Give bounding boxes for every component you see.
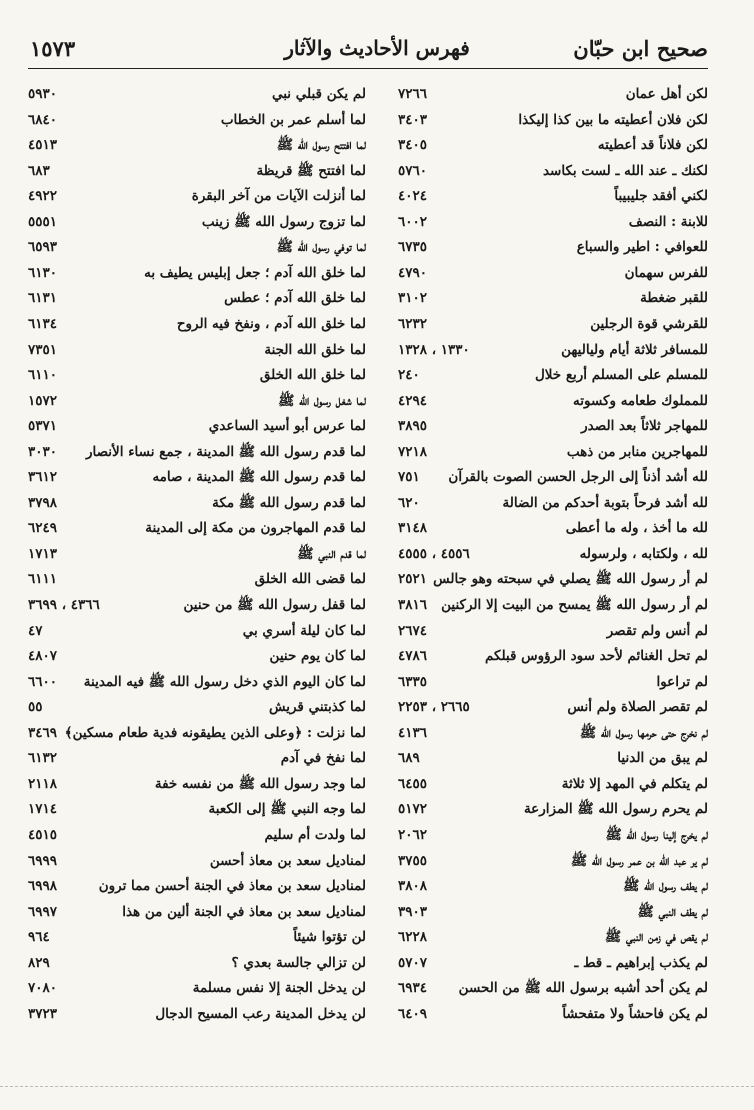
- index-entry: [28, 621, 366, 647]
- entry-ref: ٦٨٤٠: [28, 111, 58, 128]
- entry-ref: ٦٨٣: [28, 162, 50, 179]
- entry-text: لما قدم المهاجرون من مكة إلى المدينة: [145, 520, 366, 537]
- entry-text: لكنك ـ عند الله ـ لست بكاسد: [542, 162, 708, 179]
- section-title: فهرس الأحاديث والآثار: [284, 36, 470, 60]
- index-entry: [28, 697, 366, 723]
- entry-ref: ٨٢٩: [28, 954, 50, 971]
- index-entry: [378, 518, 708, 544]
- index-entry: [28, 84, 366, 110]
- entry-ref: ٦٥٩٣: [28, 239, 58, 256]
- index-entry: [378, 646, 708, 672]
- index-entry: [378, 391, 708, 417]
- index-entry: [28, 467, 366, 493]
- entry-ref: ٤٣٦٦ ، ٣٦٩٩: [28, 597, 100, 613]
- entry-text: لما عرس أبو أسيد الساعدي: [208, 418, 366, 435]
- entry-text: للابنة : النصف: [628, 213, 708, 230]
- index-entry: [378, 978, 708, 1004]
- entry-ref: ٥٩٣٠: [28, 86, 58, 102]
- entry-text: لما أسلم عمر بن الخطاب: [220, 111, 366, 128]
- entry-ref: ٦٤٥٥: [398, 775, 428, 792]
- entry-ref: ١٣٣٠ ، ١٣٢٨: [398, 341, 470, 358]
- entry-ref: ٦٤٠٩: [398, 1005, 428, 1022]
- index-entry: [378, 416, 708, 442]
- entry-ref: ٣٦١٢: [28, 469, 58, 486]
- index-entry: [28, 110, 366, 136]
- entry-ref: ٤٩٢٢: [28, 188, 58, 205]
- entry-text: للمسلم على المسلم أربع خلال: [534, 367, 708, 384]
- entry-ref: ٢٦٧٤: [398, 622, 428, 639]
- entry-ref: ٤٠٢٤: [398, 188, 428, 205]
- entry-ref: ٢٤٠: [398, 367, 420, 384]
- entry-text: لم نخرج حتى حرمها رسول الله ﷺ: [579, 724, 708, 741]
- index-entry: [28, 953, 366, 979]
- entry-text: لم ير عبد الله بن عمر رسول الله ﷺ: [570, 852, 708, 869]
- index-entry: [28, 876, 366, 902]
- entry-text: لن يدخل الجنة إلا نفس مسلمة: [192, 980, 366, 997]
- entry-text: لم يقص في زمن النبي ﷺ: [604, 929, 708, 946]
- entry-ref: ٣٠٣٠: [28, 443, 58, 460]
- entry-ref: ٦٩٩٨: [28, 878, 58, 895]
- entry-text: لم يكذب إبراهيم ـ قط ـ: [574, 954, 708, 971]
- entry-text: لما شغل رسول الله ﷺ: [278, 392, 366, 409]
- index-entry: [28, 774, 366, 800]
- page-number: ١٥٧٣: [30, 36, 76, 61]
- entry-text: لما قدم النبي ﷺ: [297, 545, 366, 562]
- index-entry: [378, 697, 708, 723]
- entry-ref: ٣٧٥٥: [398, 852, 428, 869]
- entry-text: للمهاجر ثلاثاً بعد الصدر: [581, 418, 708, 435]
- index-entry: [28, 186, 366, 212]
- index-entry: [28, 851, 366, 877]
- entry-ref: ٣١٠٢: [398, 290, 428, 307]
- entry-text: لما تزوج رسول الله ﷺ زينب: [201, 213, 366, 230]
- entry-ref: ١٧١٤: [28, 801, 58, 818]
- index-entry: [28, 288, 366, 314]
- index-entry: [378, 723, 708, 749]
- index-entry: [28, 365, 366, 391]
- entry-ref: ٣٨١٦: [398, 597, 428, 613]
- entry-ref: ٤٥١٣: [28, 137, 58, 154]
- index-entry: [28, 748, 366, 774]
- index-entry: [28, 263, 366, 289]
- entry-text: للمملوك طعامه وكسوته: [573, 392, 708, 409]
- entry-ref: ٤٨٠٧: [28, 648, 58, 665]
- entry-ref: ٦١٣٠: [28, 264, 58, 281]
- index-entry: [28, 978, 366, 1004]
- index-entry: [378, 314, 708, 340]
- index-entry: [378, 365, 708, 391]
- entry-text: لم يطف النبي ﷺ: [637, 903, 708, 920]
- index-entry: [28, 902, 366, 928]
- entry-ref: ٦١٣٢: [28, 750, 58, 767]
- index-entry: [28, 646, 366, 672]
- entry-text: لم يحرم رسول الله ﷺ المزارعة: [523, 801, 708, 818]
- entry-text: لم أنس ولم تقصر: [606, 622, 708, 639]
- index-entry: [378, 799, 708, 825]
- entry-text: لمناديل سعد بن معاذ في الجنة أحسن مما ترون: [98, 878, 366, 895]
- right-column: [378, 84, 708, 1030]
- entry-ref: ٤٧: [28, 622, 43, 639]
- index-entry: [28, 544, 366, 570]
- index-entry: [28, 416, 366, 442]
- index-entry: [28, 161, 366, 187]
- entry-text: لما نفخ في آدم: [280, 750, 366, 767]
- entry-ref: ٧٢٦٦: [398, 86, 428, 102]
- index-entry: [28, 135, 366, 161]
- entry-ref: ٦١٣١: [28, 290, 58, 307]
- entry-text: لما كان ليلة أسري بي: [242, 622, 366, 639]
- entry-text: لما وجد رسول الله ﷺ من نفسه خفة: [154, 775, 366, 792]
- index-entry: [378, 1004, 708, 1030]
- entry-ref: ٥٣٧١: [28, 418, 58, 435]
- entry-ref: ٦٠٠٢: [398, 213, 428, 230]
- index-entry: [28, 314, 366, 340]
- entry-ref: ١٧١٣: [28, 545, 58, 562]
- index-entry: [378, 442, 708, 468]
- entry-text: لله أشد أذناً إلى الرجل الحسن الصوت بالقرآن: [448, 469, 708, 486]
- index-entry: [28, 493, 366, 519]
- entry-ref: ٦٦٠٠: [28, 673, 58, 690]
- index-entry: [378, 237, 708, 263]
- index-entry: [28, 927, 366, 953]
- entry-text: لم يكن قبلي نبي: [271, 86, 366, 102]
- index-entry: [378, 493, 708, 519]
- index-entry: [378, 110, 708, 136]
- entry-text: لن تؤتوا شيئاً: [293, 929, 366, 946]
- index-entry: [28, 1004, 366, 1030]
- entry-text: لما خلق الله آدم ؛ جعل إبليس يطيف به: [144, 264, 366, 281]
- entry-text: لم يتكلم في المهد إلا ثلاثة: [561, 775, 708, 792]
- entry-text: لكن أهل عمان: [625, 86, 708, 102]
- entry-text: لمناديل سعد بن معاذ في الجنة ألين من هذا: [122, 903, 366, 920]
- entry-text: للفرس سهمان: [624, 264, 708, 281]
- entry-ref: ٦٢٠: [398, 494, 420, 511]
- entry-ref: ٦١١٠: [28, 367, 58, 384]
- entry-ref: ٧٥١: [398, 469, 420, 486]
- entry-text: لما افتتح ﷺ قريظة: [256, 162, 366, 179]
- entry-ref: ٣٧٩٨: [28, 494, 58, 511]
- index-entry: [28, 442, 366, 468]
- entry-text: لما وجه النبي ﷺ إلى الكعبة: [208, 801, 366, 818]
- entry-ref: ٢٠٦٢: [398, 826, 428, 843]
- entry-ref: ١٥٧٢: [28, 392, 58, 409]
- entry-text: لمناديل سعد بن معاذ أحسن: [209, 852, 366, 869]
- entry-text: لما توفي رسول الله ﷺ: [276, 239, 366, 256]
- left-column: [28, 84, 366, 1030]
- entry-ref: ٤٢٩٤: [398, 392, 428, 409]
- entry-text: لما قدم رسول الله ﷺ المدينة ، جمع نساء الأنصار: [85, 443, 366, 460]
- book-title: صحيح ابن حبّان: [573, 36, 708, 61]
- entry-text: لكني أفقد جليبيباً: [614, 188, 708, 205]
- index-entry: [28, 518, 366, 544]
- entry-text: للمهاجرين منابر من ذهب: [566, 443, 708, 460]
- entry-ref: ٣٤٦٩: [28, 724, 58, 741]
- index-entry: [378, 288, 708, 314]
- entry-text: لن تزالي جالسة بعدي ؟: [231, 954, 366, 971]
- entry-ref: ٦٢٣٢: [398, 315, 428, 332]
- index-entry: [378, 774, 708, 800]
- entry-text: لما قدم رسول الله ﷺ المدينة ، صامه: [152, 469, 366, 486]
- entry-text: لما قفل رسول الله ﷺ من حنين: [183, 597, 366, 613]
- index-entry: [378, 953, 708, 979]
- entry-text: لم تراعوا: [656, 673, 708, 690]
- entry-ref: ٣٧٢٣: [28, 1005, 58, 1022]
- entry-ref: ٦٢٢٨: [398, 929, 428, 946]
- footer-rule: [0, 1086, 754, 1087]
- entry-ref: ٢٦٦٥ ، ٢٢٥٣: [398, 699, 470, 716]
- index-entry: [28, 825, 366, 851]
- entry-ref: ٤٥١٥: [28, 826, 58, 843]
- entry-ref: ٥٥: [28, 699, 43, 716]
- index-entry: [28, 723, 366, 749]
- index-entry: [378, 135, 708, 161]
- index-entry: [378, 595, 708, 621]
- index-entry: [378, 825, 708, 851]
- entry-text: للقرشي قوة الرجلين: [590, 315, 708, 332]
- entry-text: لما كان يوم حنين: [269, 648, 366, 665]
- index-entry: [28, 340, 366, 366]
- index-entry: [28, 569, 366, 595]
- index-entry: [378, 186, 708, 212]
- entry-text: لما افتتح رسول الله ﷺ: [276, 137, 366, 154]
- entry-text: لم يطف رسول الله ﷺ: [623, 878, 708, 895]
- entry-ref: ٦٩٩٩: [28, 852, 58, 869]
- index-entry: [378, 467, 708, 493]
- entry-ref: ٦٣٣٥: [398, 673, 428, 690]
- entry-text: لكن فلان أعطيته ما بين كذا إليكذا: [518, 111, 708, 128]
- entry-ref: ٣٨٠٨: [398, 878, 428, 895]
- entry-ref: ٧٣٥١: [28, 341, 58, 358]
- entry-text: لم تقصر الصلاة ولم أنس: [567, 699, 708, 716]
- entry-text: لم تحل الغنائم لأحد سود الرؤوس قبلكم: [485, 648, 708, 665]
- entry-text: للقبر ضغطة: [640, 290, 708, 307]
- index-entry: [378, 569, 708, 595]
- entry-text: لما كان اليوم الذي دخل رسول الله ﷺ فيه المدينة: [83, 673, 366, 690]
- entry-ref: ٣٤٠٣: [398, 111, 428, 128]
- entry-text: لم أر رسول الله ﷺ يمسح من البيت إلا الركنين: [441, 597, 708, 613]
- entry-ref: ٥٧٦٠: [398, 162, 428, 179]
- entry-text: لكن فلاناً قد أعطيته: [597, 137, 708, 154]
- entry-text: لله ، ولكتابه ، ولرسوله: [579, 545, 708, 562]
- index-entry: [378, 672, 708, 698]
- entry-text: لم يخرج إلينا رسول الله ﷺ: [605, 826, 708, 843]
- index-entry: [378, 544, 708, 570]
- entry-text: لما خلق الله آدم ، ونفخ فيه الروح: [176, 315, 366, 332]
- index-entry: [378, 902, 708, 928]
- header-rule: [28, 68, 708, 69]
- entry-text: لم أر رسول الله ﷺ يصلي في سبحته وهو جالس: [433, 571, 708, 588]
- entry-text: لما ولدت أم سليم: [264, 826, 366, 843]
- entry-text: لله أشد فرحاً بتوبة أحدكم من الضالة: [502, 494, 708, 511]
- index-entry: [378, 621, 708, 647]
- entry-ref: ٢٥٢١: [398, 571, 428, 588]
- entry-text: لما كذبتني قريش: [269, 699, 366, 716]
- entry-text: لما أنزلت الآيات من آخر البقرة: [191, 188, 366, 205]
- entry-ref: ٩٦٤: [28, 929, 50, 946]
- entry-text: لما خلق الله آدم ؛ عطس: [224, 290, 366, 307]
- entry-text: لن يدخل المدينة رعب المسيح الدجال: [155, 1005, 366, 1022]
- entry-ref: ٦٩٩٧: [28, 903, 58, 920]
- entry-ref: ٦١١١: [28, 571, 58, 588]
- index-entry: [378, 748, 708, 774]
- entry-text: لم يكن أحد أشبه برسول الله ﷺ من الحسن: [458, 980, 708, 997]
- entry-ref: ٤٧٩٠: [398, 264, 428, 281]
- entry-ref: ٦٨٩: [398, 750, 420, 767]
- entry-ref: ٦٧٣٥: [398, 239, 428, 256]
- index-entry: [28, 391, 366, 417]
- entry-ref: ٦٩٣٤: [398, 980, 428, 997]
- index-entry: [378, 161, 708, 187]
- index-entry: [378, 876, 708, 902]
- entry-text: لما نزلت : ﴿وعلى الذين يطيقونه فدية طعام مسكين﴾: [64, 724, 366, 741]
- entry-ref: ٣٩٠٣: [398, 903, 428, 920]
- entry-ref: ٧٢١٨: [398, 443, 428, 460]
- index-entry: [378, 263, 708, 289]
- index-entry: [28, 672, 366, 698]
- entry-text: للمسافر ثلاثة أيام ولياليهن: [561, 341, 708, 358]
- index-entry: [378, 851, 708, 877]
- entry-text: لم يبق من الدنيا: [617, 750, 708, 767]
- entry-text: لم يكن فاحشاً ولا متفحشاً: [562, 1005, 708, 1022]
- entry-ref: ٢١١٨: [28, 775, 58, 792]
- entry-text: لما خلق الله الجنة: [264, 341, 366, 358]
- index-entry: [28, 212, 366, 238]
- entry-ref: ٧٠٨٠: [28, 980, 58, 997]
- index-entry: [28, 799, 366, 825]
- entry-text: لما خلق الله الخلق: [259, 367, 366, 384]
- entry-ref: ٤١٣٦: [398, 724, 428, 741]
- entry-ref: ٥٥٥١: [28, 213, 58, 230]
- entry-ref: ٤٥٥٦ ، ٤٥٥٥: [398, 545, 470, 562]
- entry-text: للعوافي : اطير والسباع: [576, 239, 708, 256]
- entry-text: لله ما أخذ ، وله ما أعطى: [565, 520, 708, 537]
- entry-ref: ٣٤٠٥: [398, 137, 428, 154]
- index-entry: [378, 340, 708, 366]
- entry-ref: ٦٢٤٩: [28, 520, 58, 537]
- entry-ref: ٥١٧٢: [398, 801, 428, 818]
- entry-ref: ٤٧٨٦: [398, 648, 428, 665]
- index-entry: [28, 237, 366, 263]
- entry-text: لما قضى الله الخلق: [254, 571, 366, 588]
- index-entry: [378, 84, 708, 110]
- entry-ref: ٣٨٩٥: [398, 418, 428, 435]
- index-entry: [378, 927, 708, 953]
- index-entry: [378, 212, 708, 238]
- entry-ref: ٦١٣٤: [28, 315, 58, 332]
- entry-ref: ٣١٤٨: [398, 520, 428, 537]
- entry-ref: ٥٧٠٧: [398, 954, 428, 971]
- entry-text: لما قدم رسول الله ﷺ مكة: [212, 494, 366, 511]
- index-entry: [28, 595, 366, 621]
